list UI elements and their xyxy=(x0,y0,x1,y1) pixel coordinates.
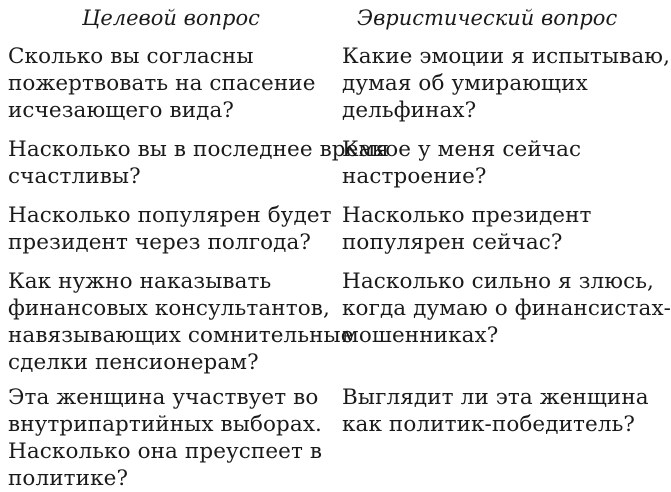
text-line: Какие эмоции я испытываю, xyxy=(342,44,671,69)
text-line: Эта женщина участвует во xyxy=(8,385,319,410)
text-line: мошенниках? xyxy=(342,323,499,348)
heuristic-question-cell xyxy=(342,202,623,256)
heuristic-question-cell xyxy=(342,384,649,438)
heuristic-question-header: Эвристический вопрос xyxy=(357,6,618,30)
text-line: финансовых консультантов, xyxy=(8,296,330,321)
text-line: исчезающего вида? xyxy=(8,98,235,123)
text-line: Насколько она преуспеет в xyxy=(8,439,323,464)
target-question-cell xyxy=(8,268,354,376)
text-line: Какое у меня сейчас xyxy=(342,137,582,162)
text-line: Насколько популярен будет xyxy=(8,203,332,228)
text-line: как политик-победитель? xyxy=(342,412,636,437)
target-question-cell xyxy=(8,136,389,190)
text-line: счастливы? xyxy=(8,164,141,189)
text-line: Насколько вы в последнее время xyxy=(8,137,389,162)
text-line: Выглядит ли эта женщина xyxy=(342,385,649,410)
text-line: навязывающих сомнительные xyxy=(8,323,354,348)
text-line: популярен сейчас? xyxy=(342,230,563,255)
text-line: думая об умирающих xyxy=(342,71,588,96)
heuristic-question-cell xyxy=(342,268,671,349)
text-line: когда думаю о финансистах- xyxy=(342,296,671,321)
text-line: дельфинах? xyxy=(342,98,477,123)
text-line: политике? xyxy=(8,466,129,491)
text-line: настроение? xyxy=(342,164,487,189)
heuristic-question-cell xyxy=(342,43,671,124)
target-question-cell xyxy=(8,202,333,256)
text-line: Сколько вы согласны xyxy=(8,44,254,69)
heuristic-question-cell xyxy=(342,136,623,190)
text-line: Насколько президент xyxy=(342,203,592,228)
text-line: Насколько сильно я злюсь, xyxy=(342,269,654,294)
text-line: внутрипартийных выборах. xyxy=(8,412,322,437)
text-line: президент через полгода? xyxy=(8,230,312,255)
target-question-cell xyxy=(8,43,333,124)
target-question-cell xyxy=(8,384,333,492)
text-line: пожертвовать на спасение xyxy=(8,71,316,96)
target-question-header: Целевой вопрос xyxy=(82,6,260,30)
table-header xyxy=(0,6,623,36)
text-line: Как нужно наказывать xyxy=(8,269,272,294)
text-line: сделки пенсионерам? xyxy=(8,350,259,375)
